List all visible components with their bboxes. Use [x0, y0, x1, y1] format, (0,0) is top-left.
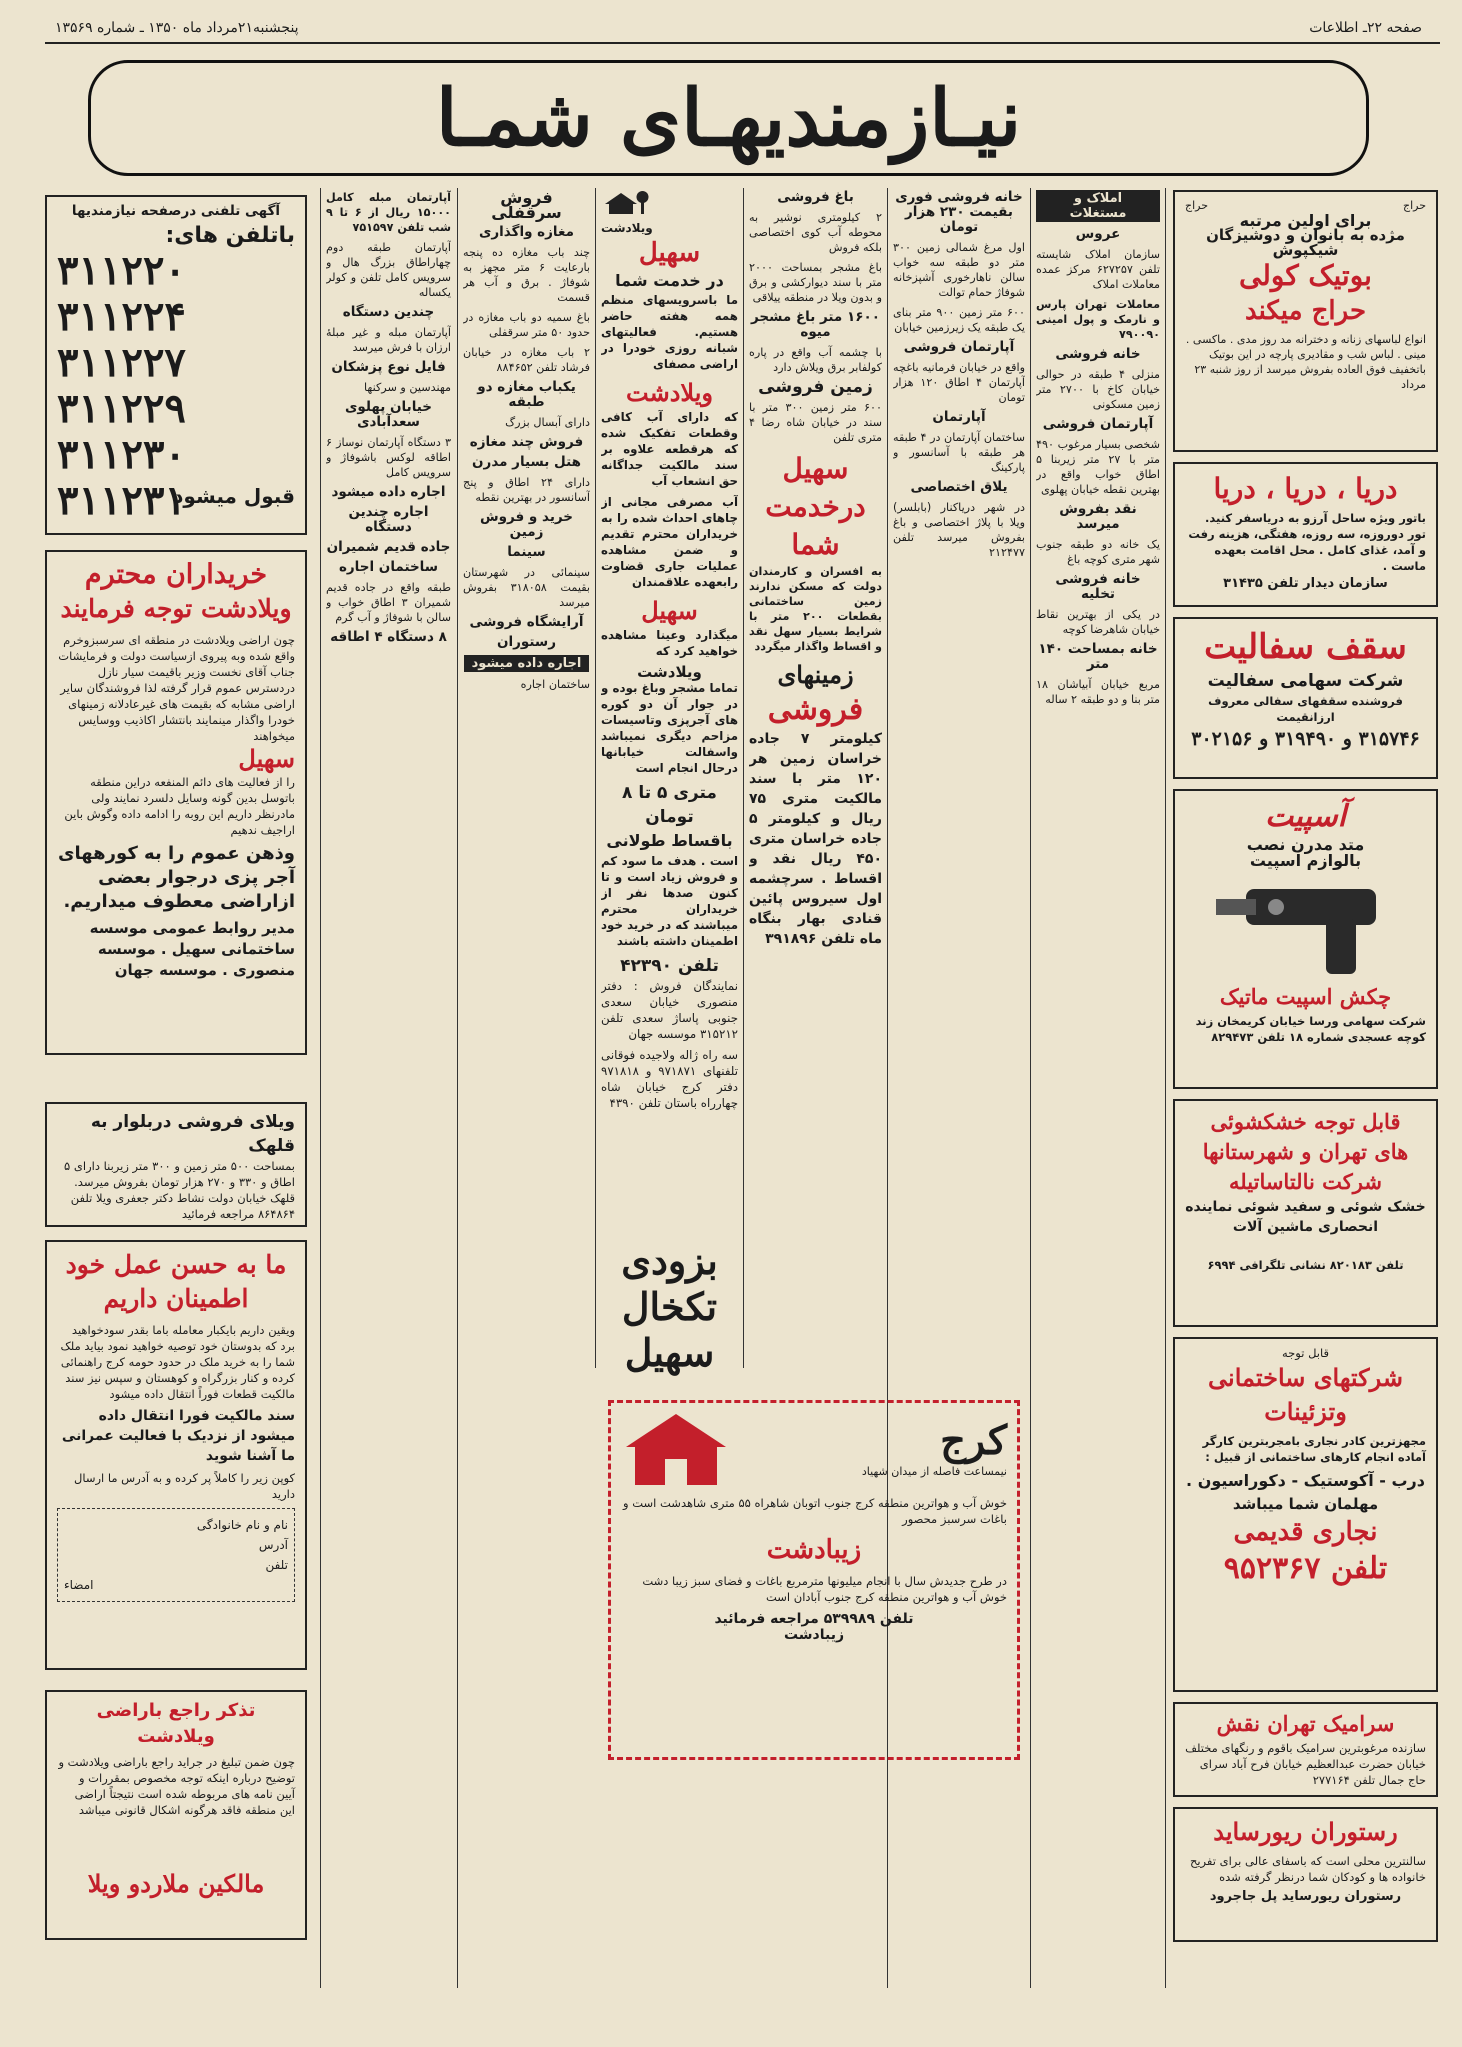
ad-text: ۲ باب مغازه در خیابان فرشاد تلفن ۸۸۴۶۵۲ — [463, 346, 590, 374]
soheil-red-3: شما — [791, 528, 840, 561]
ad-heading: خانه فروشی تخلیه — [1055, 571, 1141, 602]
ad-heading: عروس — [1075, 226, 1121, 242]
ad-heading: زمین فروشی — [758, 377, 873, 397]
dry-cleaning-ad — [1173, 1099, 1438, 1327]
ad-heading: فروش چند مغازه — [469, 434, 584, 450]
ad-heading: خانه فروشی — [1055, 346, 1141, 362]
ad-text: سه راه ژاله ولاجیده فوقانی تلفنهای ۹۷۱۸۷۱ و ۹۷۱۸۱۸ دفتر کرج خیابان شاه چهارراه باستان تلفن ۴۳۹۰ — [601, 1048, 738, 1110]
date-line: پنجشنبه۲۱مرداد ماه ۱۳۵۰ ـ شماره ۱۳۵۶۹ — [55, 20, 299, 36]
ad-heading: جاده قدیم شمیران — [326, 539, 451, 555]
ad-text: دارای ۲۴ اطاق و پنج آسانسور در بهترین نقطه — [463, 476, 590, 504]
column-divider — [457, 188, 458, 1988]
ad-text: منزلی ۴ طبقه در حوالی خیابان کاخ با ۲۷۰۰ متر زمین مسکونی — [1036, 368, 1160, 411]
haraj-label: حراج — [1402, 199, 1426, 212]
spit-hammer-ad — [1173, 789, 1438, 1089]
ad-heading: آپارتمان — [932, 409, 986, 425]
ad-heading: هتل بسیار مدرن — [472, 454, 581, 470]
section-tag: اجاره داده میشود — [464, 655, 590, 672]
dry-cleaning-title-3: شرکت نالتاساتیله — [1229, 1169, 1382, 1194]
soheil-red-1: سهیل — [782, 452, 849, 485]
carpentry-small: قابل توجه — [1282, 1346, 1329, 1360]
ad-text: ۶۰۰ متر زمین ۳۰۰ متر با سند در خیابان شاه رضا ۴ متری تلفن — [749, 401, 882, 444]
ad-text: نمایندگان فروش : دفتر منصوری خیابان سعدی جنوبی پاساژ سعدی تلفن ۳۱۵۲۱۲ موسسه جهان — [601, 979, 738, 1041]
coming-soon-3: سهیل — [624, 1330, 715, 1375]
coming-soon-2: تکخال — [621, 1284, 718, 1329]
ad-text: آپارتمان مبله و غیر مبلهٔ ارزان با فرش میرسد — [326, 326, 451, 354]
dry-cleaning-title-1: قابل توجه خشکشوئی — [1210, 1109, 1401, 1134]
spit-title: چکش اسپیت ماتیک — [1219, 984, 1392, 1009]
phone-number: ۳۱۱۲۳۰ — [57, 431, 186, 478]
land-sale-title-1: زمینهای — [777, 660, 854, 689]
ad-text: ۶۰۰ متر زمین ۹۰۰ متر بنای یک طبقه یک زیرزمین خیابان — [893, 306, 1025, 334]
house-logo-icon — [621, 1409, 731, 1489]
soheil-red-2: درخدمت — [765, 490, 866, 523]
promise-coupon: کوپن زیر را کاملاً پر کرده و به آدرس ما ارسال دارید — [73, 1471, 295, 1501]
promise-title-2: اطمینان داریم — [103, 1284, 249, 1313]
dry-cleaning-phone: تلفن ۸۲۰۱۸۳ نشانی تلگرافی ۶۹۹۴ — [1207, 1258, 1404, 1272]
spit-tool-image — [1185, 869, 1426, 983]
boutique-name: بوتیک کولی — [1239, 259, 1372, 292]
ad-heading: مغازه واگذاری — [479, 224, 574, 240]
ceiling-sub: شرکت سهامی سفالیت — [1207, 671, 1404, 691]
ceramic-ad — [1173, 1702, 1438, 1797]
karaj-brand: زیبادشت — [766, 1535, 862, 1565]
ad-heading: باغ فروشی — [777, 190, 854, 205]
coming-soon-ad — [601, 1238, 738, 1378]
section-tag: املاک و مستغلات — [1036, 190, 1160, 222]
ad-text: سازمان املاک شایسته تلفن ۶۲۷۲۵۷ مرکز عمده معاملات املاک — [1036, 248, 1160, 291]
ad-text: میگذارد وعینا مشاهده خواهید کرد که — [601, 628, 738, 658]
price-title: متری ۵ تا ۸ تومان — [622, 783, 717, 827]
coupon-address-field[interactable]: آدرس — [258, 1538, 288, 1552]
dry-cleaning-body: خشک شوئی و سفید شوئی نماینده انحصاری ماشین آلات — [1185, 1199, 1426, 1235]
header-divider — [45, 42, 1440, 44]
ad-heading: ۸ دستگاه ۴ اطاقه — [330, 629, 447, 645]
ad-text: ۳ دستگاه آپارتمان نوساز ۶ اطاقه لوکس باشوفاژ و سرویس کامل — [326, 436, 451, 479]
karaj-sign: زیبادشت — [783, 1627, 845, 1643]
viladasht-column — [601, 190, 738, 1370]
ad-heading: خرید و فروش زمین — [479, 509, 574, 540]
carpentry-ad — [1173, 1337, 1438, 1692]
phone-number-list — [57, 248, 295, 524]
villa-body: بمساحت ۵۰۰ متر زمین و ۳۰۰ متر زیربنا دارای ۵ اطاق و ۳۳۰ و ۲۷۰ هزار تومان بفروش میرسد. قلهک خیابان دولت نشاط دکتر جعفری ویلا تلفن ۸۶۴۸۶۴ مراجعه فرمائید — [64, 1159, 295, 1221]
reminder-body: چون ضمن تبلیغ در جراید راجع باراضی ویلادشت و توضیح درباره اینکه توجه مخصوص بمقررات و آیین نامه های مربوطه شده است نتیجتاً اراضی این منطقه فاقد هرگونه اشکال قانونی میباشد — [58, 1755, 295, 1817]
phone-number: ۳۱۱۲۲۷ — [57, 339, 186, 386]
ceiling-title: سقف سفالیت — [1204, 627, 1407, 667]
ad-text: آپارتمان طبقه دوم چهاراطاق بزرگ هال و سرویس کامل تلفن و کولر یکساله — [326, 241, 451, 299]
ad-text: مربع خیابان آبیاشان ۱۸ متر بنا و دو طبقه ۲ ساله — [1036, 678, 1160, 706]
gardens-land-column — [749, 190, 882, 1370]
column-divider — [320, 188, 321, 1988]
phone-box-title: آگهی تلفنی درصفحه نیازمندیها — [71, 203, 281, 219]
coupon-sign-field[interactable]: امضاء — [64, 1578, 94, 1592]
karaj-ad-box — [608, 1400, 1020, 1760]
ceiling-ad — [1173, 617, 1438, 779]
ceramic-title: سرامیک تهران نقش — [1216, 1711, 1395, 1736]
land-sale-title-2: فروشی — [767, 692, 864, 727]
soheil-brand-2: سهیل — [641, 596, 698, 625]
spit-line-2: بالوازم اسپیت — [1249, 851, 1362, 870]
buyers-body: چون اراضی ویلادشت در منطقه ای سرسبزوخرم واقع شده وبه پیروی ازسیاست دولت و فرمایشات جناب آقای نخست وزیر باقیمت سیار نازل دردسترس عموم قرار گرفته لذا فروشندگان سایر اراضی مشابه که بقیمت های غیرعادلانه زمینهای خودرا واگذار مینمایند بانتشار اکاذیب ووسایس میخواهند — [58, 633, 295, 743]
column-divider — [1165, 188, 1166, 1988]
promise-body: ویقین داریم بایکبار معامله باما بقدر سودخواهید برد که بدوستان خود توصیه خواهید نمود بیاید ملک شما را به خرید ملک در حدود حومه کرج راهنمائی کرده و کنار بزرگراه و کوهستان و سپس نیز سند مالکیت قطعات فوراً انتقال داده میشود — [60, 1323, 295, 1401]
ad-text: باغ سمیه دو باب مغازه در حدود ۵۰ متر سرقفلی — [463, 311, 590, 339]
carpentry-title-1: شرکتهای ساختمانی — [1208, 1363, 1403, 1392]
karaj-body: خوش آب و هواترین منطقه کرج جنوب اتوبان شاهراه ۵۵ متری شاهدشت است و باغات سرسبز محصور — [623, 1496, 1007, 1526]
spit-brand: آسپیت — [1264, 799, 1347, 834]
reminder-title: تذکر راجع باراضی ویلادشت — [96, 1700, 256, 1747]
ad-heading: فایل نوع پزشکان — [331, 359, 446, 375]
boutique-body: انواع لباسهای زنانه و دخترانه مد روز مدی . ماکسی . مینی . لباس شب و مقادیری پارچه در این بوتیک باتخفیف فوق العاده بفروش میرسد از روز شنبه ۲۳ مرداد — [1185, 333, 1426, 391]
ad-text: ۲ کیلومتری نوشیر به محوطه آب کوی اختصاصی بلکه فروش — [749, 211, 882, 254]
spit-line-1: متد مدرن نصب — [1246, 835, 1365, 854]
phone-number: ۳۱۱۲۳۱ — [57, 477, 186, 524]
ceiling-body: فروشنده سقفهای سفالی معروف ارزانقیمت — [1208, 694, 1403, 724]
spit-body: شرکت سهامی ورسا خیابان کریمخان زند کوچه عسجدی شماره ۱۸ تلفن ۸۲۹۴۷۳ — [1195, 1014, 1426, 1044]
nail-gun-icon — [1206, 869, 1406, 979]
buyers-title-1: خریداران محترم — [84, 559, 268, 590]
ad-heading: اجاره داده میشود — [331, 484, 446, 500]
carpentry-phone: تلفن ۹۵۲۳۶۷ — [1223, 1551, 1388, 1586]
buyers-brand: سهیل — [238, 744, 295, 773]
buyers-sign: مدیر روابط عمومی موسسه ساختمانی سهیل . موسسه منصوری . موسسه جهان — [89, 919, 295, 979]
ceiling-phones: ۳۱۵۷۴۶ و ۳۱۹۴۹۰ و ۳۰۲۱۵۶ — [1191, 728, 1420, 750]
ad-heading: نقد بفروش میرسد — [1059, 501, 1137, 532]
coupon-phone-field[interactable]: تلفن — [265, 1558, 288, 1572]
ad-text: آب مصرفی مجانی از چاهای احداث شده را به خریداران محترم تقدیم و ضمن مشاهده عملیات جاری قضاوت رابعهده علاقمندان — [601, 495, 738, 589]
carpentry-body: مجهزترین کادر نجاری بامجربترین کارگر آماده انجام کارهای ساختمانی از قبیل : — [1202, 1434, 1426, 1464]
ad-text: چند باب مغازه ده پنجه بارعایت ۶ متر مجهز به شوفاژ . برق و آب هر قسمت — [463, 246, 590, 304]
ad-heading: خانه فروشی فوری بقیمت ۲۳۰ هزار تومان — [895, 190, 1023, 235]
column-divider — [743, 188, 744, 1368]
coming-soon-1: بزودی — [621, 1238, 718, 1283]
ad-text: سینمائی در شهرستان بقیمت ۳۱۸۰۵۸ بفروش میرسد — [463, 566, 590, 609]
phone-number: ۳۱۱۲۲۰ — [57, 247, 186, 294]
promise-strong: سند مالکیت فورا انتقال داده میشود از نزدیک با فعالیت عمرانی ما آشنا شوید — [61, 1408, 295, 1464]
viladasht-brand: ویلادشت — [601, 221, 653, 235]
sea-tour-body: باتور ویژه ساحل آرزو به دریاسفر کنید. تور دوروزه، سه روزه، هفتگی، هزینه رفت و آمد، غذای کامل . محل اقامت بعهده ماست . — [1188, 511, 1426, 573]
column-divider — [1030, 188, 1031, 1988]
karaj-phone: تلفن ۵۳۹۹۸۹ مراجعه فرمائید — [714, 1611, 914, 1627]
karaj-title: کرج — [940, 1417, 1007, 1464]
haraj-label: حراج — [1185, 199, 1209, 212]
buyers-body-2: را از فعالیت های دائم المنفعه دراین منطقه باتوسل بدین گونه وسایل دلسرد نمایند ولی مادرنظر داریم این روبه را ادامه داده وگوش باین اراجیف ندهیم — [64, 775, 295, 837]
ad-text: در شهر دریاکنار (بابلسر) ویلا با پلاژ اختصاصی و باغ بفروش میرسد تلفن ۲۱۲۴۷۷ — [893, 501, 1025, 559]
karaj-body-2: در طرح جدیدش سال با انجام میلیونها مترمربع باغات و فضای سبز زیبا دشت خوش آب و هواترین منطقه کرج جنوب آبادان است — [642, 1574, 1007, 1604]
ad-heading: آپارتمان فروشی — [903, 339, 1015, 355]
ad-heading: رستوران — [497, 634, 556, 650]
boutique-line-1: برای اولین مرتبه — [1239, 211, 1372, 230]
ad-text: تماما مشجر وباغ بوده و در جوار آن دو کوره های آجرپزی وتاسیسات مزاحم دیگری نمیباشد واسفالت خیابانها درحال انجام است — [601, 681, 738, 775]
dry-cleaning-title-2: های تهران و شهرستانها — [1202, 1139, 1409, 1164]
ad-text: به افسران و کارمندان دولت که مسکن ندارند زمین ساختمانی بقطعات ۲۰۰ متر با شرایط بسیار سهل نقد و اقساط واگذار میگردد — [749, 565, 882, 653]
shops-column — [463, 190, 590, 1790]
villa-sale-box — [45, 1102, 307, 1227]
buyers-notice-box — [45, 550, 307, 1055]
boutique-sale: حراج میکند — [1244, 296, 1367, 326]
carpentry-items: درب - آکوستیک - دکوراسیون . — [1186, 1471, 1425, 1490]
restaurant-body: سالنترین محلی است که باسفای عالی برای تفریح خانواده ها و کودکان شما درنظر گرفته شده — [1189, 1854, 1426, 1884]
ad-text: کیلومتر ۷ جاده خراسان زمین هر ۱۲۰ متر با سند مالکیت متری ۷۵ ریال و کیلومتر ۵ جاده خراسان متری ۴۵۰ ریال نقد و اقساط . سرچشمه اول سیروس پائین قنادی بهار بنگاه ماه تلفن ۳۹۱۸۹۶ — [749, 731, 882, 947]
carpentry-title-2: وتزئینات — [1264, 1397, 1347, 1426]
ad-text: باغ مشجر بمساحت ۲۰۰۰ متر با سند دیوارکشی و برق و بدون ویلا در منطقه ییلاقی — [749, 261, 882, 304]
restaurant-title: رستوران ریورساید — [1213, 1817, 1398, 1846]
ceramic-body: سازنده مرغوبترین سرامیک باقوم و رنگهای مختلف خیابان حضرت عبدالعظیم خیابان فرح آباد سرای حاج جمال تلفن ۲۷۷۱۶۴ — [1185, 1741, 1426, 1787]
sea-tour-title: دریا ، دریا ، دریا — [1213, 472, 1398, 505]
boutique-ad — [1173, 190, 1438, 452]
viladasht-brand-2: ویلادشت — [626, 378, 713, 407]
ad-text: ساختمان اجاره — [520, 678, 590, 691]
viladasht-logo — [601, 190, 738, 236]
quality-promise-box — [45, 1240, 307, 1670]
ad-heading: خانه بمساحت ۱۴۰ متر — [1038, 641, 1158, 672]
ad-heading: اجاره چندین دستگاه — [348, 504, 429, 535]
column-divider — [595, 188, 596, 1368]
restaurant-ad — [1173, 1807, 1438, 1942]
house-icon — [601, 190, 661, 216]
phone-number: ۳۱۱۲۲۴ — [57, 293, 186, 340]
sea-tour-phone: سازمان دیدار تلفن ۳۱۴۳۵ — [1223, 576, 1388, 591]
ad-text: یک خانه دو طبقه جنوب شهر متری کوچه باغ — [1036, 538, 1160, 566]
ad-heading: آپارتمان مبله کامل ۱۵۰۰۰ ریال از ۶ تا ۹ شب تلفن ۷۵۱۵۹۷ — [326, 191, 451, 234]
ad-heading: ۱۶۰۰ متر باغ مشجر میوه — [751, 309, 880, 340]
ad-heading: آرایشگاه فروشی — [469, 614, 584, 630]
ad-text: طبقه واقع در جاده قدیم شمیران ۳ اطاق خواب و سالن با شوفاژ و آب گرم — [326, 581, 451, 624]
sea-tour-ad — [1173, 462, 1438, 607]
phone-box-lead: باتلفن های: — [165, 223, 295, 248]
masthead-title: نیـازمندیهـای شمـا — [88, 60, 1369, 176]
ad-heading: ساختمان اجاره — [338, 559, 439, 575]
installments-label: باقساط طولانی — [606, 831, 733, 850]
apartments-column — [326, 190, 451, 1790]
karaj-sub: نیمساعت فاصله از میدان شهیاد — [861, 1465, 1007, 1478]
ad-heading: آپارتمان فروشی — [1042, 416, 1154, 432]
ad-text: دارای آبسال بزرگ — [505, 416, 590, 429]
ad-heading: خیابان پهلوی سعدآبادی — [345, 399, 432, 430]
ad-text: شخصی بسیار مرغوب ۴۹۰ متر با ۲۷ متر زیربنا ۵ اطاق خواب واقع در بهترین نقطه خیابان پهلوی — [1036, 438, 1160, 496]
coupon-form — [57, 1508, 295, 1602]
phone-label: تلفن ۴۲۳۹۰ — [620, 956, 719, 976]
buyers-body-3: وذهن عموم را به کورههای آجر پزی درجوار بعضی ازاراضی معطوف میداریم. — [58, 843, 295, 912]
phone-number: ۳۱۱۲۲۹ — [57, 385, 186, 432]
soheil-subtitle: در خدمت شما — [615, 271, 724, 290]
ad-heading: فروش سرقفلی — [491, 190, 562, 222]
real-estate-column — [1036, 190, 1160, 1790]
phone-ads-box — [45, 195, 307, 535]
reminder-sign: مالکین ملاردو ویلا — [87, 1869, 265, 1898]
viladasht-brand-3: ویلادشت — [637, 663, 702, 681]
buyers-title-2: ویلادشت توجه فرمایند — [60, 594, 292, 623]
page-label: صفحه ۲۲ـ اطلاعات — [1309, 20, 1422, 36]
ad-text: است . هدف ما سود کم و فروش زیاد است و تا کنون صدها نفر از خریداران محترم میباشند که در خرید خود اطمینان داشته باشند — [601, 854, 738, 948]
ad-text: اول مرغ شمالی زمین ۳۰۰ متر دو طبقه سه خواب سالن ناهارخوری آشپزخانه شوفاژ حمام توالت — [893, 241, 1025, 299]
ad-text: ساختمان آپارتمان در ۴ طبقه هر طبقه با آسانسور و پارکینگ — [893, 431, 1025, 474]
carpentry-tail: مهلمان شما میباشد — [1232, 1495, 1379, 1513]
reminder-box — [45, 1690, 307, 1940]
ad-text: که دارای آب کافی وقطعات تفکیک شده که هرقطعه علاوه بر سند مالکیت جداگانه حق انشعاب آب — [601, 410, 738, 488]
carpentry-brand: نجاری قدیمی — [1233, 1517, 1378, 1547]
ad-text: واقع در خیابان فرمانیه باغچه آپارتمان ۴ اطاق ۱۲۰ هزار تومان — [893, 361, 1025, 404]
promise-title-1: ما به حسن عمل خود — [65, 1250, 287, 1279]
ad-heading: چندین دستگاه — [342, 304, 435, 320]
coupon-name-field[interactable]: نام و نام خانوادگی — [196, 1518, 288, 1532]
boutique-line-2: مژده به بانوان و دوشیزگان شیکپوش — [1206, 226, 1405, 259]
ad-heading: یکباب مغازه دو طبقه — [477, 379, 576, 410]
ad-heading: یلاق اختصاصی — [910, 479, 1008, 495]
ad-text: ما باسرویسهای منظم همه هفته حاضر هستیم. فعالیتهای شبانه روزی خودرا در اراضی مصفای — [601, 293, 738, 371]
restaurant-sign: رستوران ریورساید پل جاجرود — [1209, 1889, 1402, 1904]
karaj-header — [621, 1409, 1007, 1489]
villa-title: ویلای فروشی دربلوار به قلهک — [90, 1112, 295, 1156]
ad-heading: سینما — [507, 544, 546, 560]
ad-text: در یکی از بهترین نقاط خیابان شاهرضا کوچه — [1036, 608, 1160, 636]
ad-text: با چشمه آب واقع در پاره کولفابر برق ویلاش دارد — [749, 346, 882, 374]
ad-text: مهندسین و سرکنها — [364, 381, 451, 394]
soheil-title: سهیل — [638, 238, 701, 268]
ad-text: معاملات تهران پارس و نارمک و پول امینی ۷۹۰۰۹۰ — [1036, 298, 1160, 341]
phone-box-tail: قبول میشود — [173, 484, 295, 508]
